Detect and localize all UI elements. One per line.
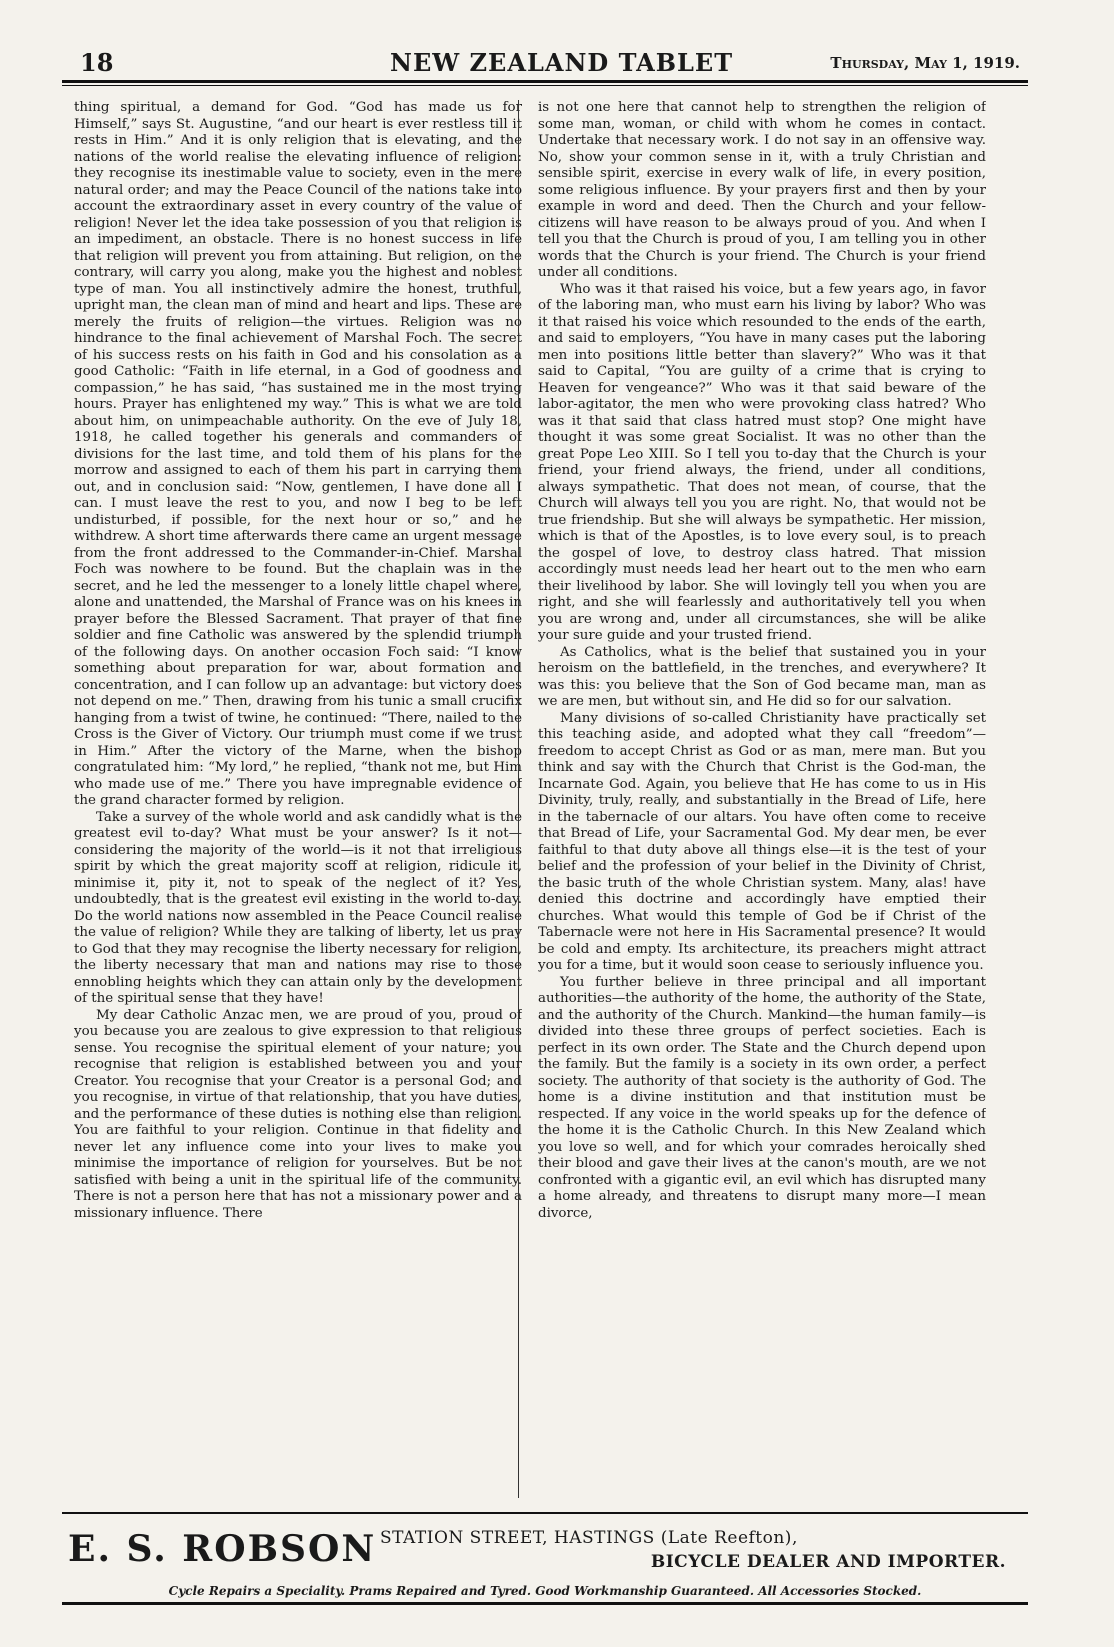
advertiser-name: E. S. ROBSON: [68, 1528, 377, 1570]
page-number: 18: [80, 48, 114, 77]
paragraph: You further believe in three principal and all important authorities—the authority of the home, the authority of the State, and the authority of the Church. Mankind—the human family—is divided into these three groups of perfect societies. Each is perfect in its own order. The State and the Church depend upon the family. But the family is a society in its own order, a perfect society. The authority of that society is the authority of God. The home is a divine institution and that institution must be respected. If any voice in the world speaks up for the defence of the home it is the Catholic Church. In this New Zealand which you love so well, and for which your comrades heroically shed their blood and gave their lives at the canon's mouth, are we not confronted with a gigantic evil, an evil which has disrupted many a home already, and threatens to disrupt many more—I mean divorce,: [538, 974, 986, 1221]
paragraph: My dear Catholic Anzac men, we are proud of you, proud of you because you are zealous to give expression to that religious sense. You recognise the spiritual element of your nature; you recognise that religion is established between you and your Creator. You recognise that your Creator is a personal God; and you recognise, in virtue of that relationship, that you have duties, and the performance of these duties is nothing else than religion. You are faithful to your religion. Continue in that fidelity and never let any influence come into your lives to make you minimise the importance of religion for yourselves. But be not satisfied with being a unit in the spiritual life of the community. There is not a person here that has not a missionary power and a missionary influence. There: [74, 1007, 522, 1221]
advertisement-rule: [62, 1512, 1028, 1514]
advertiser-trade: BICYCLE DEALER AND IMPORTER.: [650, 1552, 1006, 1572]
paragraph: Who was it that raised his voice, but a few years ago, in favor of the laboring man, who must earn his living by labor? Who was it that raised his voice which resounded to the ends of the earth, and said to employers, “You have in many cases put the laboring men into positions little better than slavery?” Who was it that said to Capital, “You are guilty of a crime that is crying to Heaven for vengeance?” Who was it that said beware of the labor-agitator, the men who were provoking class hatred? Who was it that said that class hatred must stop? One might have thought it was some great Socialist. It was no other than the great Pope Leo XIII. So I tell you to-day that the Church is your friend, your friend always, the friend, under all conditions, always sympathetic. That does not mean, of course, that the Church will always tell you you are right. No, that would not be true friendship. But she will always be sympathetic. Her mission, which is that of the Apostles, is to love every soul, is to preach the gospel of love, to destroy class hatred. That mission accordingly must needs lead her heart out to the men who earn their livelihood by labor. She will lovingly tell you when you are right, and she will fearlessly and authoritatively tell you when you are wrong and, under all circumstances, she will be alike your sure guide and your trusted friend.: [538, 281, 986, 643]
paragraph: Many divisions of so-called Christianity have practically set this teaching aside, and adopted what they call “freedom”—freedom to accept Christ as God or as man, mere man. But you think and say with the Church that Christ is the God-man, the Incarnate God. Again, you believe that He has come to us in His Divinity, truly, really, and substantially in the Bread of Life, here in the tabernacle of our altars. You have often come to receive that Bread of Life, your Sacramental God. My dear men, be ever faithful to that duty above all things else—it is the test of your belief and the profession of your belief in the Divinity of Christ, the basic truth of the whole Christian system. Many, alas! have denied this doctrine and accordingly have emptied their churches. What would this temple of God be if Christ of the Tabernacle were not here in His Sacramental presence? It would be cold and empty. Its architecture, its preachers might attract you for a time, but it would soon cease to seriously influence you.: [538, 710, 986, 973]
header-rule-thin: [62, 85, 1028, 86]
right-column: [538, 100, 986, 1500]
advertiser-address: STATION STREET, HASTINGS (Late Reefton),: [380, 1528, 798, 1548]
page-header: [60, 48, 1020, 82]
paragraph: Take a survey of the whole world and ask candidly what is the greatest evil to-day? What must be your answer? Is it not—considering the majority of the world—is it not that irreligious spirit by which the great majority scoff at religion, ridicule it, minimise it, pity it, not to speak of the neglect of it? Yes, undoubtedly, that is the greatest evil existing in the world to-day. Do the world nations now assembled in the Peace Council realise the value of religion? While they are talking of liberty, let us pray to God that they may recognise the liberty necessary for religion, the liberty necessary that man and nations may rise to those ennobling heights which they can attain only by the development of the spiritual sense that they have!: [74, 809, 522, 1006]
advertisement-strip: Cycle Repairs a Speciality. Prams Repaired and Tyred. Good Workmanship Guaranteed. All Accessories Stocked.: [168, 1584, 922, 1598]
left-column: [74, 100, 522, 1500]
advertisement: [62, 1518, 1028, 1638]
header-rule: [62, 80, 1028, 83]
footer-rule: [62, 1602, 1028, 1605]
paragraph: is not one here that cannot help to strengthen the religion of some man, woman, or child with whom he comes in contact. Undertake that necessary work. I do not say in an offensive way. No, show your common sense in it, with a truly Christian and sensible spirit, exercise in every walk of life, in every position, some religious influence. By your prayers first and then by your example in word and deed. Then the Church and your fellow-citizens will have reason to be always proud of you. And when I tell you that the Church is proud of you, I am telling you in other words that the Church is your friend. The Church is your friend under all conditions.: [538, 100, 986, 280]
issue-date: Thursday, May 1, 1919.: [830, 54, 1020, 72]
publication-title: NEW ZEALAND TABLET: [390, 48, 734, 77]
column-divider: [518, 100, 519, 1498]
paragraph: As Catholics, what is the belief that sustained you in your heroism on the battlefield, in the trenches, and everywhere? It was this: you believe that the Son of God became man, man as we are men, but without sin, and He did so for our salvation.: [538, 644, 986, 709]
paragraph: thing spiritual, a demand for God. “God has made us for Himself,” says St. Augustine, “and our heart is ever restless till it rests in Him.” And it is only religion that is elevating, and the nations of the world realise the elevating influence of religion: they recognise its inestimable value to society, even in the mere natural order; and may the Peace Council of the nations take into account the extraordinary asset in every country of the value of religion! Never let the idea take possession of you that religion is an impediment, an obstacle. There is no honest success in life that religion will prevent you from attaining. But religion, on the contrary, will carry you along, make you the highest and noblest type of man. You all instinctively admire the honest, truthful, upright man, the clean man of mind and heart and lips. These are merely the fruits of religion—the virtues. Religion was no hindrance to the final achievement of Marshal Foch. The secret of his success rests on his faith in God and his consolation as a good Catholic: “Faith in life eternal, in a God of goodness and compassion,” he has said, “has sustained me in the most trying hours. Prayer has enlightened my way.” This is what we are told about him, on unimpeachable authority. On the eve of July 18, 1918, he called together his generals and commanders of divisions for the last time, and told them of his plans for the morrow and assigned to each of them his part in carrying them out, and in conclusion said: “Now, gentlemen, I have done all I can. I must leave the rest to you, and now I beg to be left undisturbed, if possible, for the next hour or so,” and he withdrew. A short time afterwards there came an urgent message from the front addressed to the Commander-in-Chief. Marshal Foch was nowhere to be found. But the chaplain was in the secret, and he led the messenger to a lonely little chapel where, alone and unattended, the Marshal of France was on his knees in prayer before the Blessed Sacrament. That prayer of that fine soldier and fine Catholic was answered by the splendid triumph of the following days. On another occasion Foch said: “I know something about preparation for war, about formation and concentration, and I can follow up an advantage: but victory does not depend on me.” Then, drawing from his tunic a small crucifix hanging from a twist of twine, he continued: “There, nailed to the Cross is the Giver of Victory. Our triumph must come if we trust in Him.” After the victory of the Marne, when the bishop congratulated him: “My lord,” he replied, “thank not me, but Him who made use of me.” There you have impregnable evidence of the grand character formed by religion.: [74, 100, 522, 808]
